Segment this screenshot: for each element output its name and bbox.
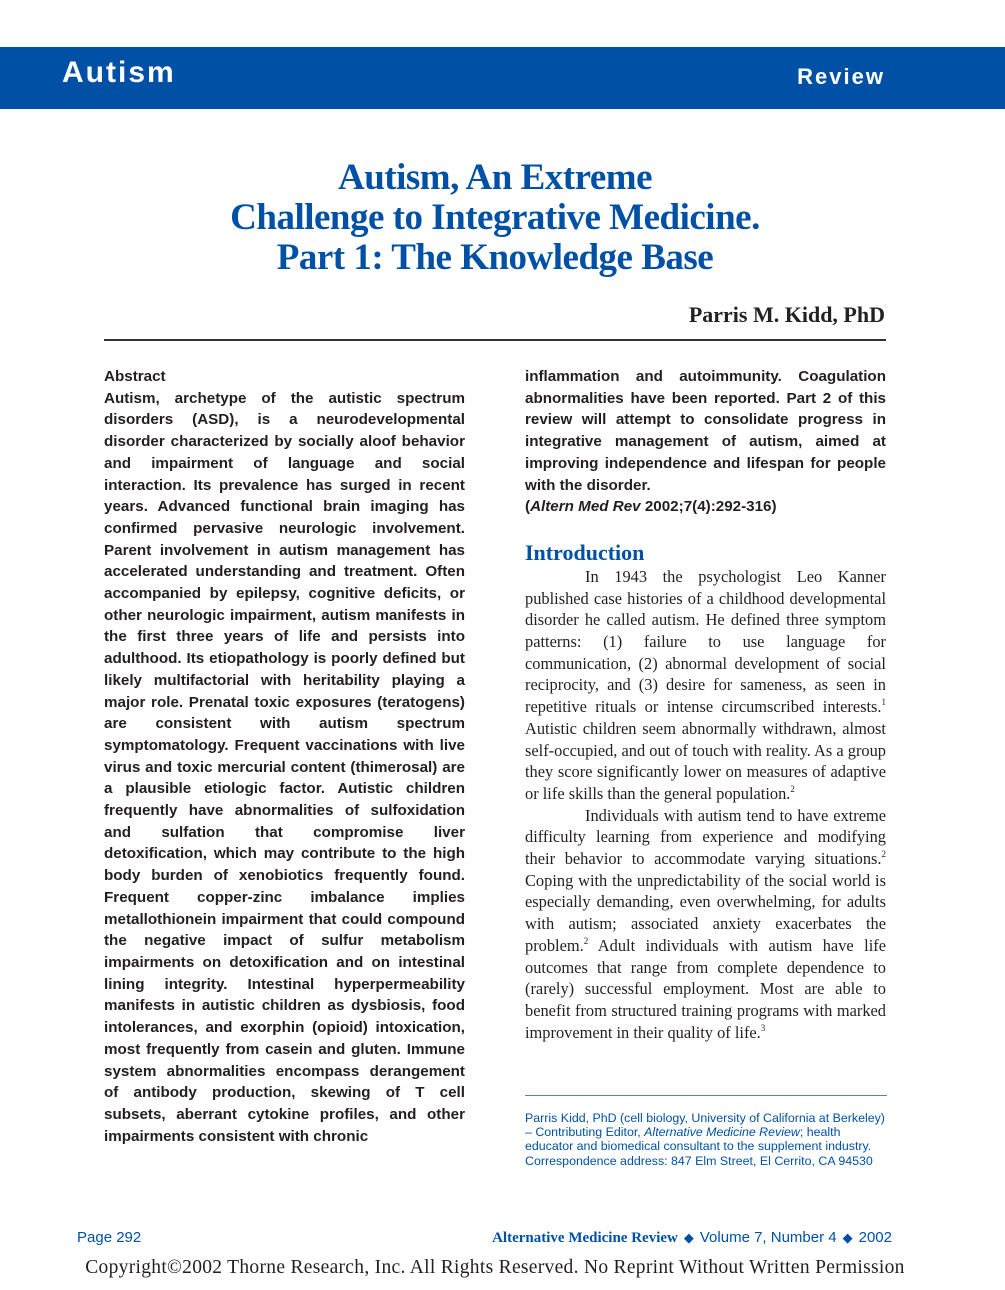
page-number: Page 292 <box>77 1229 142 1246</box>
citation-journal: Altern Med Rev <box>530 498 641 516</box>
copyright-notice: Copyright©2002 Thorne Research, Inc. All Rights Reserved. No Reprint Without Written Permission <box>85 1257 905 1278</box>
section-label: Autism <box>62 56 176 89</box>
paragraph-text: In 1943 the psychologist Leo Kanner published case histories of a childhood developmental disorder he called autism. He defined three symptom patterns: (1) failure to use language for communication, (2) abnormal development of social reciprocity, and (3) desire for sameness, as seen in repetitive rituals or intense circumscribed interests. <box>525 566 886 717</box>
paragraph-text: Coping with the unpredictability of the social world is especially demanding, even overwhelming, for adults with autism; associated anxiety exacerbates the problem. <box>525 870 886 955</box>
right-column <box>525 366 886 1043</box>
volume-issue: Volume 7, Number 4 <box>699 1229 837 1246</box>
correspondence-address: Correspondence address: 847 Elm Street, El Cerrito, CA 94530 <box>525 1153 873 1168</box>
author-note-text: Parris Kidd, PhD (cell biology, University of California at Berkeley) – Contributing Editor, <box>525 1111 885 1140</box>
title-divider <box>104 339 886 341</box>
reference-superscript[interactable]: 2 <box>790 783 795 794</box>
publication-year: 2002 <box>858 1229 892 1246</box>
title-line: Challenge to Integrative Medicine. <box>230 197 760 238</box>
abstract-column <box>104 366 465 1147</box>
abstract-citation <box>525 496 886 518</box>
diamond-separator-icon: ◆ <box>683 1230 694 1245</box>
paragraph-text: Adult individuals with autism have life outcomes that range from complete dependence to (rarely) successful employment. Most are able to benefit from structured training programs with marked improvement in their quality of life. <box>525 935 886 1042</box>
introduction-heading: Introduction <box>525 539 645 565</box>
abstract-text: Autism, archetype of the autistic spectrum disorders (ASD), is a neurodevelopmental disorder characterized by socially aloof behavior and impairment of language and social interaction. Its prevalence has surged in recent years. Advanced functional brain imaging has confirmed pervasive neurologic involvement. Parent involvement in autism management has accelerated understanding and treatment. Often accompanied by epilepsy, cognitive deficits, or other neurologic impairment, autism manifests in the first three years of life and persists into adulthood. Its etiopathology is poorly defined but likely multifactorial with heritability playing a major role. Prenatal toxic exposures (teratogens) are consistent with autism spectrum symptomatology. Frequent vaccinations with live virus and toxic mercurial content (thimerosal) are a plausible etiologic factor. Autistic children frequently have abnormalities of sulfoxidation and sulfation that compromise liver detoxification, which may contribute to the high body burden of xenobiotics frequently found. Frequent copper-zinc imbalance implies metallothionein impairment that could compound the negative impact of sulfur metabolism impairments on detoxification and on intestinal lining integrity. Intestinal hyperpermeability manifests in autistic children as dysbiosis, food intolerances, and exorphin (opioid) intoxication, most frequently from casein and gluten. Immune system abnormalities encompass derangement of antibody production, skewing of T cell subsets, aberrant cytokine profiles, and other impairments consistent with chronic <box>104 389 465 1145</box>
article-title <box>0 158 990 278</box>
author-note-journal: Alternative Medicine Review <box>644 1125 800 1140</box>
paragraph-text: Autistic children seem abnormally withdrawn, almost self-occupied, and out of touch with reality. As a group they score significantly lower on measures of adaptive or life skills than the general population. <box>525 718 886 803</box>
citation-ref: 2002;7(4):292-316) <box>640 498 777 516</box>
author-byline: Parris M. Kidd, PhD <box>688 302 885 327</box>
journal-footer <box>492 1229 892 1247</box>
reference-superscript[interactable]: 2 <box>583 935 589 946</box>
footnote-divider <box>525 1095 887 1096</box>
citation-paren: ( <box>525 498 531 516</box>
abstract-text-continued: inflammation and autoimmunity. Coagulation abnormalities have been reported. Part 2 of this review will attempt to consolidate progress in integrative management of autism, aimed at improving independence and lifespan for people with the disorder. <box>525 368 886 494</box>
author-note <box>525 1111 887 1168</box>
intro-paragraph-2 <box>525 805 886 1044</box>
title-line: Autism, An Extreme <box>337 157 653 198</box>
abstract-heading: Abstract <box>104 368 166 385</box>
journal-name: Alternative Medicine Review <box>492 1230 678 1246</box>
author-note-text: ; health educator and biomedical consultant to the supplement industry. <box>525 1125 872 1154</box>
paragraph-text: Individuals with autism tend to have extreme difficulty learning from experience and modifying their behavior to accommodate varying situations. <box>525 805 886 869</box>
reference-superscript[interactable]: 3 <box>760 1022 766 1033</box>
intro-paragraph-1 <box>525 566 886 805</box>
title-line: Part 1: The Knowledge Base <box>276 237 714 278</box>
category-label: Review <box>797 64 885 89</box>
diamond-separator-icon: ◆ <box>842 1230 853 1245</box>
section-banner <box>0 47 1005 109</box>
reference-superscript[interactable]: 1 <box>881 697 886 708</box>
reference-superscript[interactable]: 2 <box>881 849 886 860</box>
